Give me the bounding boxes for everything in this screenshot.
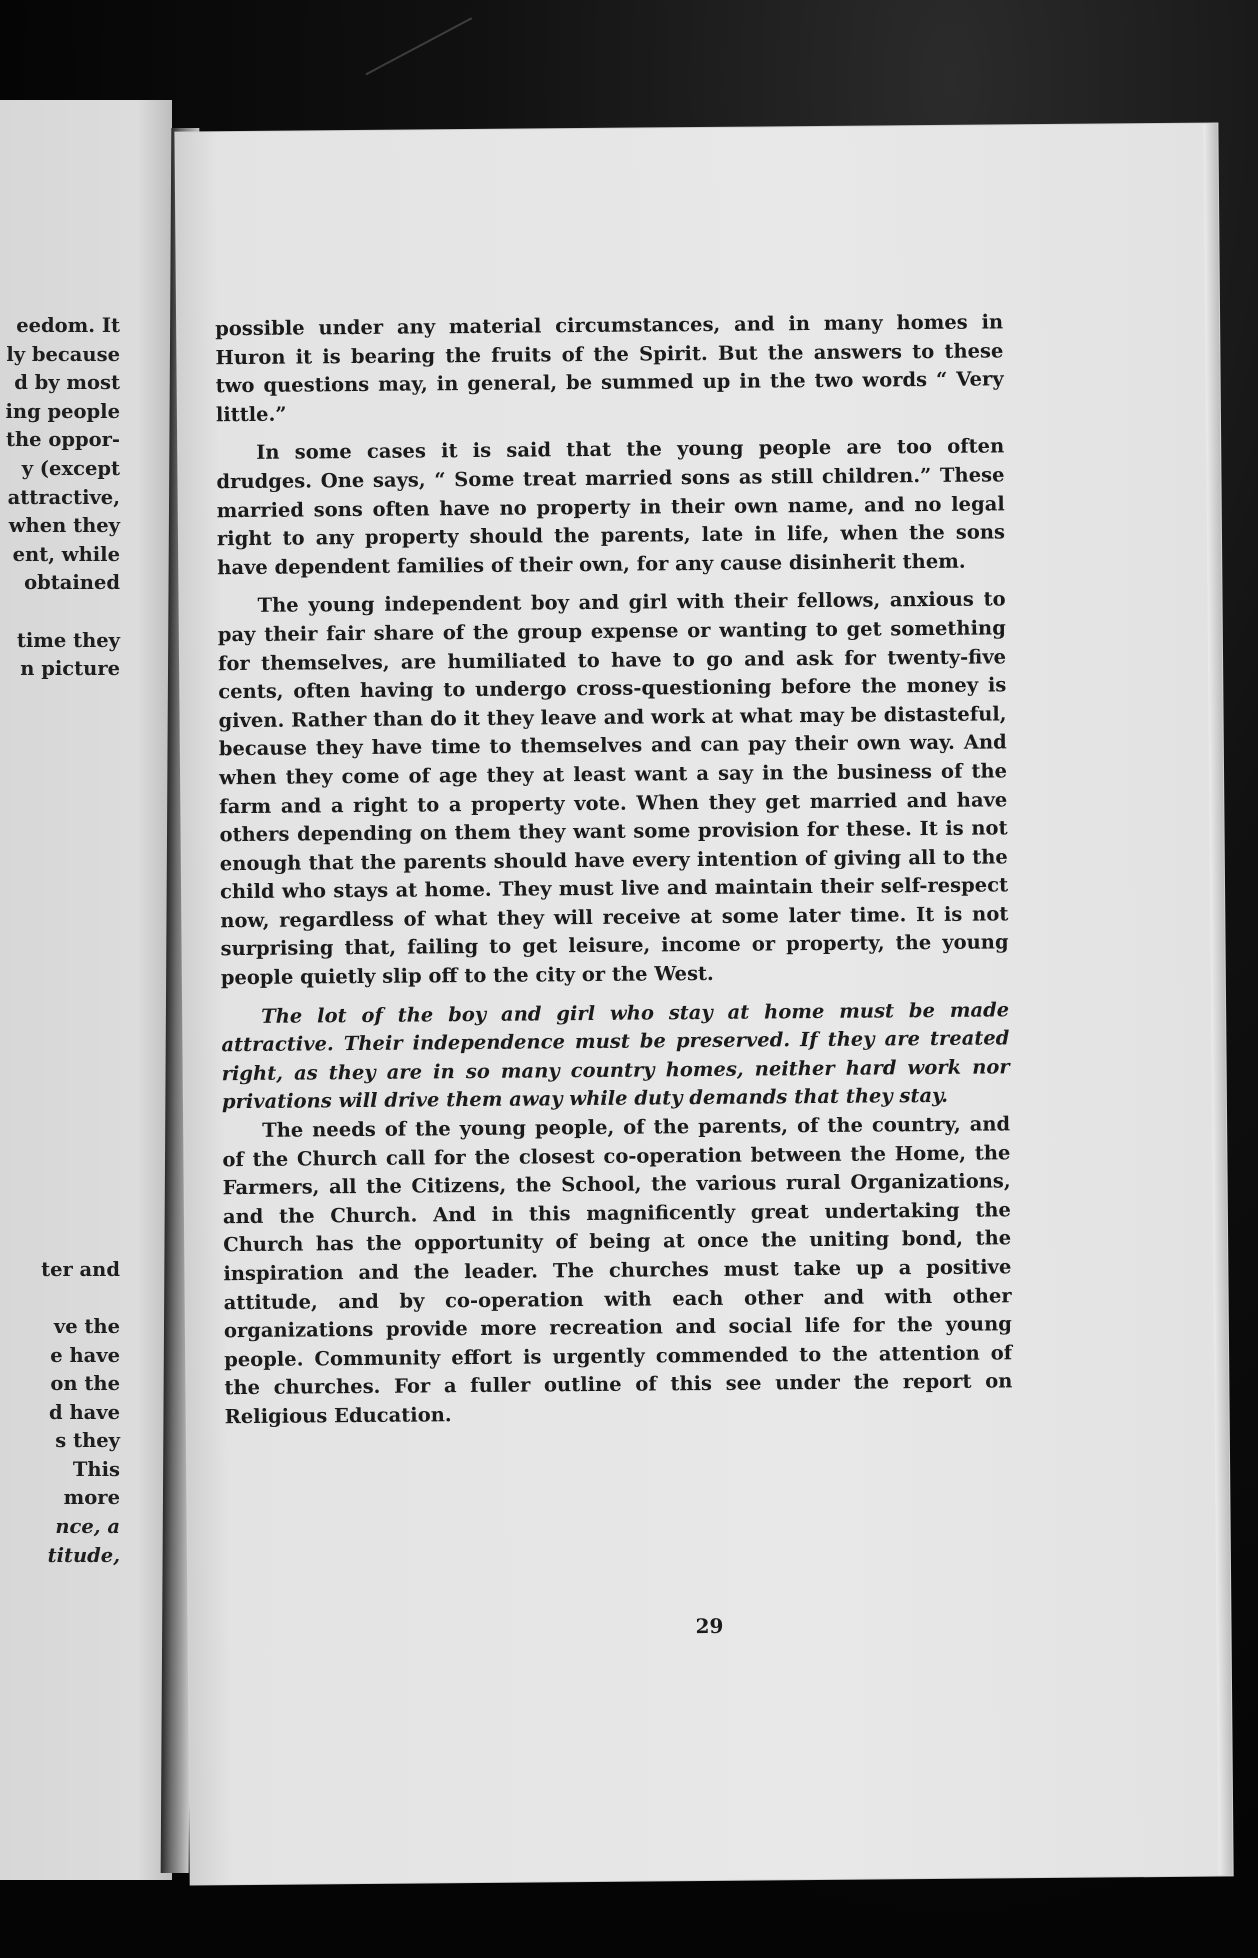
- paragraph: The young independent boy and girl with their fellows, anxious to pay their fair share of the group expense or wanting to get something for themselves, are humiliated to have to go and ask for twenty-five cents, often having to undergo cross-questioning before the money is given. Rather than do it they leave and work at what may be distasteful, because they have time to themselves and can pay their own way. And when they come of age they at least want a say in the business of the farm and a right to a property vote. When they get married and have others depending on them they want some provision for these. It is not enough that the parents should have every intention of giving all to the child who stays at home. They must live and maintain their self-respect now, regardless of what they will receive at some later time. It is not surprising that, failing to get leisure, income or property, the young people quietly slip off to the city or the West.: [217, 587, 1009, 990]
- left-line: This: [72, 1457, 120, 1481]
- left-line: ly because: [6, 342, 120, 366]
- left-line: time they: [16, 628, 120, 652]
- paragraph: In some cases it is said that the young people are too often drudges. One says, “ Some treat married sons as still children.” These married sons often have no property in their own name, and no legal right to any property should the parents, late in life, when the sons have dependent families of their own, for any cause disinherit them.: [216, 434, 1006, 579]
- left-line: e have: [50, 1343, 120, 1367]
- left-facing-page: [0, 100, 172, 1880]
- paragraph: possible under any material circumstances, and in many homes in Huron it is bearing the fruits of the Spirit. But the answers to these two questions may, in general, be summed up in the two words “ Very little.”: [215, 310, 1004, 427]
- paragraph: The needs of the young people, of the parents, of the country, and of the Church call for the closest co-operation between the Home, the Farmers, all the Citizens, the School, the various rural Organizations, and the Church. And in this magnificently great undertaking the Church has the opportunity of being at once the uniting bond, the inspiration and the leader. The churches must take up a positive attitude, and by co-operation with each other and with other organizations provide more recreation and social life for the young people. Community effort is urgently commended to the attention of the churches. For a fuller outline of this see under the report on Religious Education.: [222, 1112, 1013, 1429]
- left-line: ve the: [53, 1314, 120, 1338]
- left-line: nce, a: [55, 1515, 120, 1539]
- left-line: d by most: [14, 371, 120, 395]
- left-line: the oppor-: [5, 428, 120, 452]
- left-line: ent, while: [12, 542, 120, 566]
- left-line: [0, 1284, 120, 1313]
- left-line: ter and: [41, 1257, 120, 1281]
- page-number: 29: [695, 1613, 724, 1639]
- left-line: n picture: [20, 657, 120, 681]
- left-line: d have: [49, 1400, 120, 1424]
- left-line: attractive,: [7, 485, 120, 509]
- left-line: on the: [50, 1372, 120, 1396]
- left-line: obtained: [24, 571, 120, 595]
- left-line: ing people: [5, 399, 120, 423]
- left-line: s they: [55, 1429, 120, 1453]
- left-line: when they: [8, 514, 120, 538]
- left-line: eedom. It: [16, 314, 120, 337]
- left-page-text: [0, 312, 120, 1570]
- main-page: [175, 123, 1232, 1884]
- left-line: more: [63, 1486, 120, 1510]
- italic-paragraph: The lot of the boy and girl who stay at home must be made attractive. Their independence must be preserved. If they are treated right, as they are in so many country homes, neither hard work nor privations will drive them away while duty demands that they stay.: [221, 997, 1010, 1114]
- left-line: y (except: [21, 456, 120, 480]
- left-line: titude,: [47, 1543, 120, 1567]
- page-body-text: [215, 308, 1013, 1431]
- left-page-gap: [0, 684, 120, 1256]
- left-line: [0, 598, 120, 627]
